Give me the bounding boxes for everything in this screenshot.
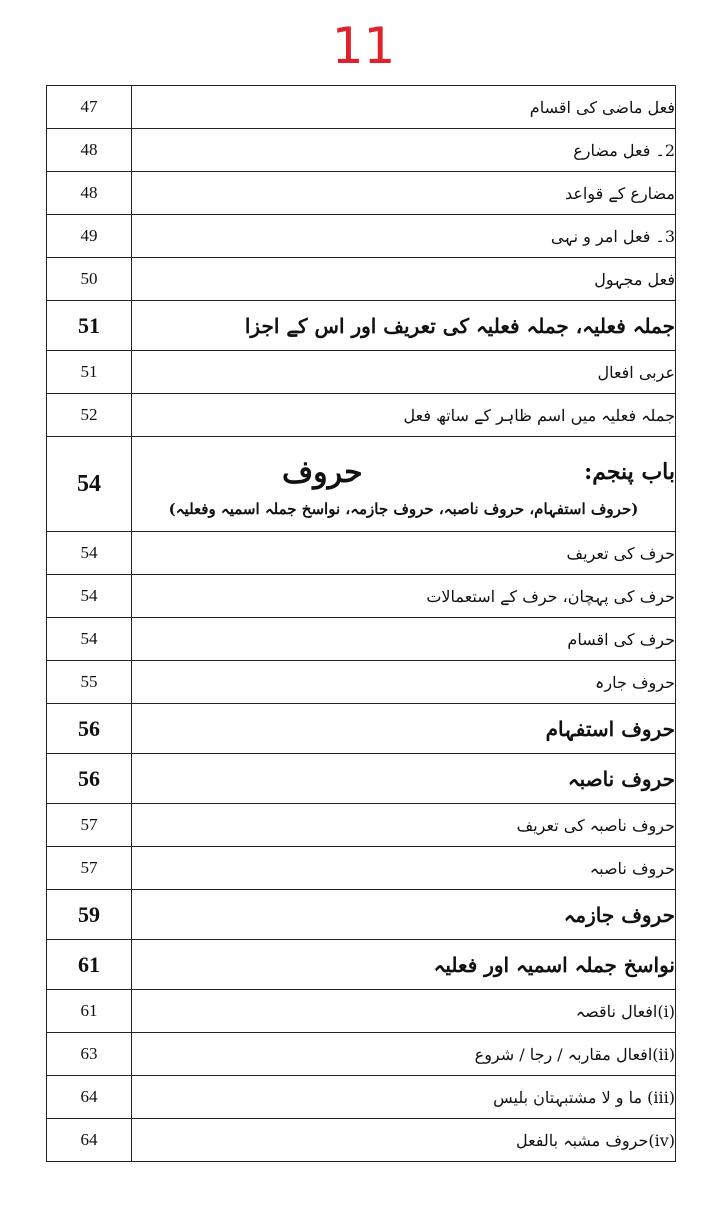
toc-page-number: 57 [47, 847, 132, 890]
toc-entry-title: حروف جازمہ [132, 890, 676, 940]
toc-page-number: 56 [47, 704, 132, 754]
toc-page-number: 51 [47, 351, 132, 394]
toc-page-number: 59 [47, 890, 132, 940]
toc-row [47, 301, 676, 351]
toc-row [47, 86, 676, 129]
toc-row [47, 618, 676, 661]
toc-row [47, 532, 676, 575]
toc-page-number: 48 [47, 172, 132, 215]
toc-entry-title: حروف ناصبہ [132, 754, 676, 804]
chapter-heading: حروف [282, 454, 363, 490]
toc-row [47, 847, 676, 890]
toc-row [47, 990, 676, 1033]
toc-entry-title: (ii)افعال مقاربہ / رجا / شروع [132, 1033, 676, 1076]
page-number: 11 [331, 17, 396, 75]
toc-entry-title: حرف کی اقسام [132, 618, 676, 661]
toc-page-number: 54 [47, 575, 132, 618]
toc-row [47, 575, 676, 618]
toc-row [47, 1033, 676, 1076]
toc-page-number: 48 [47, 129, 132, 172]
toc-row [47, 804, 676, 847]
toc-entry-title: (iv)حروف مشبہ بالفعل [132, 1119, 676, 1162]
toc-entry-title: حروف استفہام [132, 704, 676, 754]
toc-row [47, 940, 676, 990]
toc-entry-title: حرف کی تعریف [132, 532, 676, 575]
toc-entry-title: عربی افعال [132, 351, 676, 394]
toc-page-number: 64 [47, 1076, 132, 1119]
toc-page-number: 49 [47, 215, 132, 258]
toc-page-number: 56 [47, 754, 132, 804]
toc-page-number: 51 [47, 301, 132, 351]
toc-page-number: 47 [47, 86, 132, 129]
toc-row [47, 754, 676, 804]
toc-page-number: 52 [47, 394, 132, 437]
toc-entry-title: حروف جارہ [132, 661, 676, 704]
toc-entry-title: (iii) ما و لا مشتبہتان بلیس [132, 1076, 676, 1119]
chapter-subtitle: (حروف استفہام، حروف ناصبہ، حروف جازمہ، نواسخ جملہ اسمیہ وفعلیہ) [168, 500, 639, 518]
chapter-row [47, 437, 676, 532]
toc-entry-title: حروف ناصبہ [132, 847, 676, 890]
toc-entry-title: حروف ناصبہ کی تعریف [132, 804, 676, 847]
toc-page-number: 61 [47, 990, 132, 1033]
toc-entry-title: حرف کی پہچان، حرف کے استعمالات [132, 575, 676, 618]
toc-row [47, 394, 676, 437]
toc-row [47, 172, 676, 215]
toc-page-number: 54 [47, 532, 132, 575]
toc-row [47, 258, 676, 301]
toc-row [47, 1076, 676, 1119]
chapter-cell [132, 437, 676, 532]
toc-row [47, 890, 676, 940]
toc-entry-title: فعل ماضی کی اقسام [132, 86, 676, 129]
toc-entry-title: 2۔ فعل مضارع [132, 129, 676, 172]
toc-page-number: 63 [47, 1033, 132, 1076]
toc-entry-title: 3۔ فعل امر و نہی [132, 215, 676, 258]
toc-row [47, 1119, 676, 1162]
toc-entry-title: جملہ فعلیہ میں اسم ظاہر کے ساتھ فعل [132, 394, 676, 437]
toc-entry-title: جملہ فعلیہ، جملہ فعلیہ کی تعریف اور اس کے اجزا [132, 301, 676, 351]
toc-row [47, 661, 676, 704]
table-of-contents [46, 85, 676, 1162]
toc-row [47, 351, 676, 394]
toc-entry-title: (i)افعال ناقصہ [132, 990, 676, 1033]
toc-row [47, 129, 676, 172]
toc-page-number: 55 [47, 661, 132, 704]
toc-page-number: 64 [47, 1119, 132, 1162]
toc-entry-title: فعل مجہول [132, 258, 676, 301]
toc-row [47, 215, 676, 258]
toc-entry-title: مضارع کے قواعد [132, 172, 676, 215]
chapter-page-number: 54 [47, 437, 132, 532]
toc-row [47, 704, 676, 754]
toc-entry-title: نواسخ جملہ اسمیہ اور فعلیہ [132, 940, 676, 990]
toc-page-number: 61 [47, 940, 132, 990]
toc-page-number: 50 [47, 258, 132, 301]
toc-page-number: 54 [47, 618, 132, 661]
toc-page-number: 57 [47, 804, 132, 847]
chapter-label: باب پنجم: [584, 459, 675, 485]
